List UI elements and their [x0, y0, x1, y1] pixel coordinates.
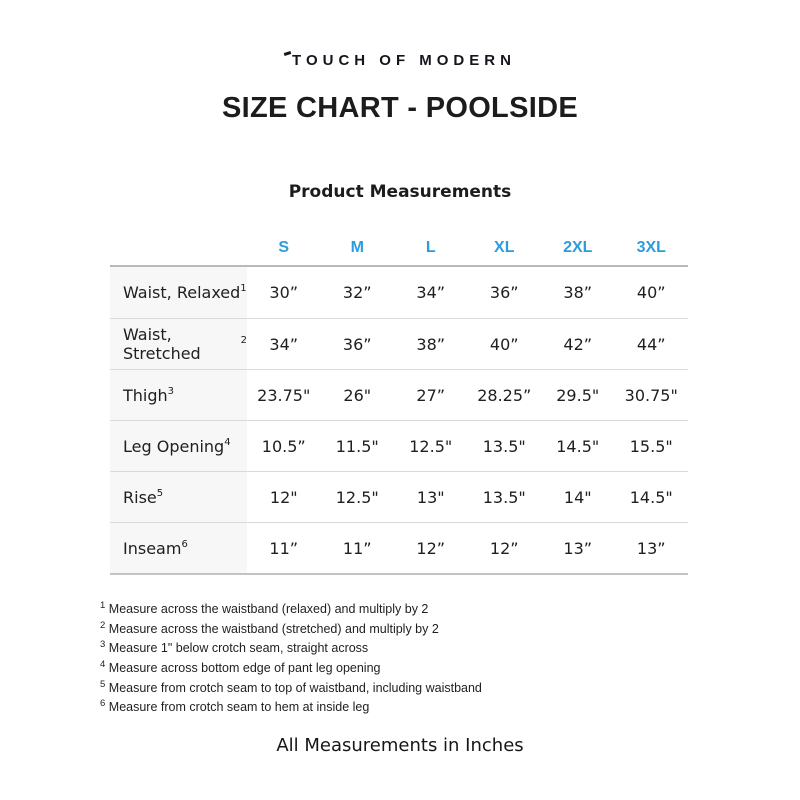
- measurement-cell: 27”: [416, 385, 446, 405]
- footnote-number: 1: [100, 600, 106, 611]
- measurement-cell: 12”: [489, 538, 519, 558]
- measurement-cell: 36”: [489, 283, 519, 302]
- measurement-cell: 40”: [489, 334, 519, 354]
- table-row: [110, 267, 688, 318]
- logo-tick-icon: [284, 51, 292, 56]
- footnote: [100, 637, 800, 657]
- measurement-cell: 11”: [269, 538, 299, 558]
- size-column-header: S: [278, 239, 290, 256]
- footnote: [100, 696, 800, 716]
- size-column-header: L: [425, 239, 436, 256]
- table-body: [110, 265, 688, 575]
- row-label: [110, 523, 247, 573]
- table-row: [110, 420, 688, 471]
- measurement-cell: 13.5": [482, 436, 526, 456]
- footnote-marker: 2: [240, 334, 247, 346]
- measurement-cell: 15.5": [629, 436, 673, 456]
- brand-logo-text: TOUCH OF MODERN: [292, 52, 516, 69]
- measurement-cell: 23.75": [257, 385, 311, 405]
- measurement-cell: 34”: [269, 334, 299, 354]
- footnote: [100, 657, 800, 677]
- footer-note: All Measurements in Inches: [276, 734, 524, 756]
- footnotes: [100, 598, 800, 716]
- measurement-cell: 14.5": [629, 487, 673, 507]
- row-label: [110, 421, 247, 471]
- footnote-text: Measure across the waistband (relaxed) and multiply by 2: [108, 602, 429, 617]
- size-column-header: 3XL: [636, 239, 666, 256]
- footnote: [100, 618, 800, 638]
- measurement-cell: 40”: [636, 283, 666, 302]
- footnote-number: 4: [100, 658, 106, 670]
- footnote-number: 2: [100, 619, 106, 631]
- page-title: SIZE CHART - POOLSIDE: [222, 92, 578, 124]
- size-table: [110, 229, 688, 575]
- footnote-marker: 1: [240, 283, 247, 294]
- measurement-cell: 38”: [416, 334, 446, 354]
- size-column-header: M: [350, 239, 364, 256]
- row-label: [110, 472, 247, 522]
- row-label: [110, 319, 247, 369]
- footnote-number: 3: [100, 639, 106, 651]
- footnote-number: 6: [100, 698, 106, 710]
- measurement-cell: 13”: [636, 538, 666, 558]
- row-label: [110, 267, 247, 318]
- measurement-cell: 11.5": [335, 436, 379, 456]
- table-row: [110, 318, 688, 369]
- measurement-cell: 12”: [416, 538, 446, 558]
- measurement-cell: 29.5": [556, 385, 600, 405]
- measurement-cell: 28.25”: [477, 385, 532, 405]
- measurement-cell: 12": [269, 487, 298, 507]
- measurement-cell: 13”: [563, 538, 593, 558]
- brand-logo: [0, 0, 800, 69]
- footnote-text: Measure 1" below crotch seam, straight across: [108, 641, 369, 656]
- measurement-cell: 13.5": [482, 487, 526, 507]
- measurement-cell: 30.75": [624, 385, 678, 405]
- measurement-cell: 32”: [342, 283, 372, 302]
- table-row: [110, 522, 688, 573]
- measurement-cell: 14.5": [556, 436, 600, 456]
- footnote-text: Measure from crotch seam to hem at inside leg: [108, 700, 370, 715]
- row-label-text: Thigh: [123, 385, 168, 405]
- size-column-header: 2XL: [563, 239, 593, 256]
- footnote-marker: 5: [156, 487, 164, 499]
- size-header-row: [110, 229, 688, 265]
- size-column-header: XL: [494, 239, 515, 256]
- footnote: [100, 598, 800, 618]
- row-label-text: Waist, Stretched: [123, 325, 201, 363]
- table-row: [110, 471, 688, 522]
- measurement-cell: 36”: [342, 334, 372, 354]
- measurement-cell: 26": [343, 385, 372, 405]
- footnote-number: 5: [100, 678, 106, 690]
- footnote-text: Measure across the waistband (stretched) and multiply by 2: [108, 621, 439, 636]
- table-title: Product Measurements: [288, 182, 512, 202]
- measurement-cell: 12.5": [409, 436, 453, 456]
- measurement-cell: 13": [416, 487, 445, 507]
- footnote: [100, 677, 800, 697]
- footnote-marker: 3: [167, 385, 175, 397]
- measurement-cell: 42”: [563, 334, 593, 354]
- row-label-text: Inseam: [123, 538, 182, 558]
- row-label-text: Waist, Relaxed: [123, 283, 241, 302]
- row-label-text: Leg Opening: [123, 436, 225, 456]
- row-label-text: Rise: [123, 487, 157, 507]
- footnote-marker: 6: [181, 538, 188, 550]
- footnote-marker: 4: [224, 436, 231, 448]
- measurement-cell: 30”: [269, 283, 299, 302]
- measurement-cell: 12.5": [335, 487, 379, 507]
- measurement-cell: 38”: [563, 283, 593, 302]
- table-row: [110, 369, 688, 420]
- footnote-text: Measure across bottom edge of pant leg opening: [108, 661, 381, 676]
- measurement-cell: 34”: [416, 283, 446, 302]
- measurement-cell: 11”: [342, 538, 372, 558]
- measurement-cell: 14": [563, 487, 592, 507]
- measurement-cell: 10.5”: [261, 436, 306, 456]
- row-label: [110, 370, 247, 420]
- measurement-cell: 44”: [636, 334, 666, 354]
- footnote-text: Measure from crotch seam to top of waistband, including waistband: [108, 680, 482, 695]
